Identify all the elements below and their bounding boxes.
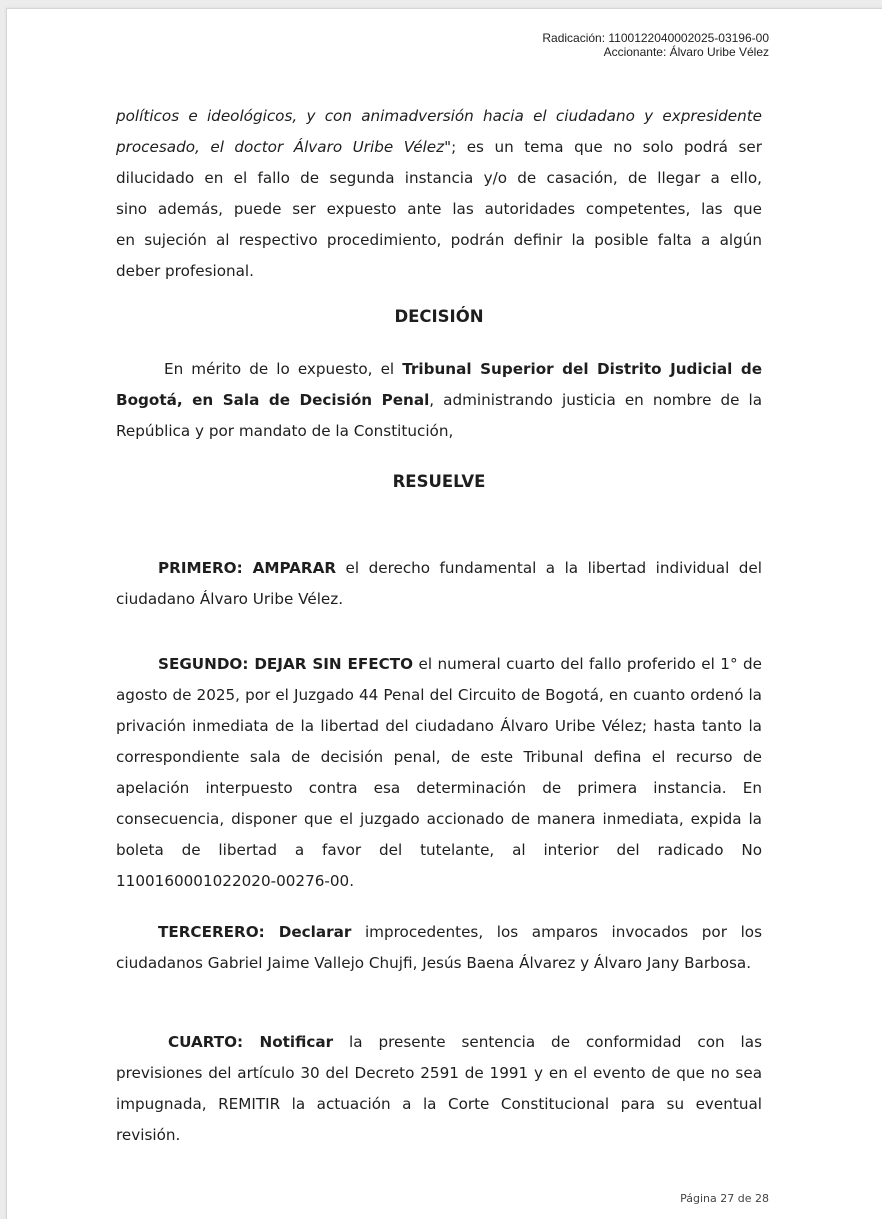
intro-line-3: dilucidado en el fallo de segunda instancia y/o de casación, de llegar a ello, (116, 169, 762, 187)
document-page (6, 8, 882, 1219)
resuelve-heading: RESUELVE (392, 472, 486, 491)
accionante-name: Accionante: Álvaro Uribe Vélez (603, 45, 769, 59)
intro-line-5: en sujeción al respectivo procedimiento, podrán definir la posible falta a algún (116, 231, 762, 249)
decision-paragraph (116, 354, 762, 447)
decision-court-name: Tribunal Superior del Distrito Judicial de Bogotá, en Sala de Decisión Penal (116, 360, 762, 409)
page-number: Página 27 de 28 (680, 1192, 769, 1205)
tercero-text: improcedentes, los amparos invocados por los ciudadanos Gabriel Jaime Vallejo Chujfi, Jesús Baena Álvarez y Álvaro Jany Barbosa. (116, 923, 762, 972)
segundo-text: el numeral cuarto del fallo proferido el 1° de agosto de 2025, por el Juzgado 44 Penal del Circuito de Bogotá, en cuanto ordenó la privación inmediata de la libertad del ciudadano Álvaro Uribe Vélez; hasta tanto la correspondiente sala de decisión penal, de este Tribunal defina el recurso de apelación interpuesto contra esa determinación de primera instancia. En consecuencia, disponer que el juzgado accionado de manera inmediata, expida la boleta de libertad a favor del tutelante, al interior del radicado No 1100160001022020-00276-00. (116, 655, 762, 890)
page-header (542, 31, 769, 59)
intro-line-4: sino además, puede ser expuesto ante las autoridades competentes, las que (116, 200, 762, 218)
cuarto-text: la presente sentencia de conformidad con las previsiones del artículo 30 del Decreto 2591 de 1991 y en el evento de que no sea impugnada, REMITIR la actuación a la Corte Constitucional para su eventual revisión. (116, 1033, 762, 1144)
decision-heading: DECISIÓN (394, 307, 484, 326)
cuarto-paragraph (116, 1027, 762, 1151)
segundo-paragraph (116, 649, 762, 897)
intro-line-2-rest: es un tema que no solo podrá ser (456, 138, 762, 156)
tercero-label: TERCERERO: Declarar (158, 923, 352, 941)
decision-text-2: , administrando justicia en nombre de la República y por mandato de la Constitución, (116, 391, 762, 440)
intro-quote-close: "; (444, 138, 457, 156)
primero-text: el derecho fundamental a la libertad individual del ciudadano Álvaro Uribe Vélez. (116, 559, 762, 608)
primero-paragraph (116, 553, 762, 615)
primero-label: PRIMERO: AMPARAR (158, 559, 337, 577)
intro-quote-line-1: políticos e ideológicos, y con animadversión hacia el ciudadano y expresidente (116, 107, 762, 125)
intro-quote-line-2: procesado, el doctor Álvaro Uribe Vélez (116, 138, 445, 156)
cuarto-label: CUARTO: Notificar (168, 1033, 334, 1051)
intro-paragraph (116, 101, 762, 287)
decision-text-1: En mérito de lo expuesto, el (164, 360, 403, 378)
tercero-paragraph (116, 917, 762, 979)
intro-line-6: deber profesional. (116, 262, 254, 280)
radicacion-number: Radicación: 1100122040002025-03196-00 (542, 31, 769, 45)
segundo-label: SEGUNDO: DEJAR SIN EFECTO (158, 655, 414, 673)
